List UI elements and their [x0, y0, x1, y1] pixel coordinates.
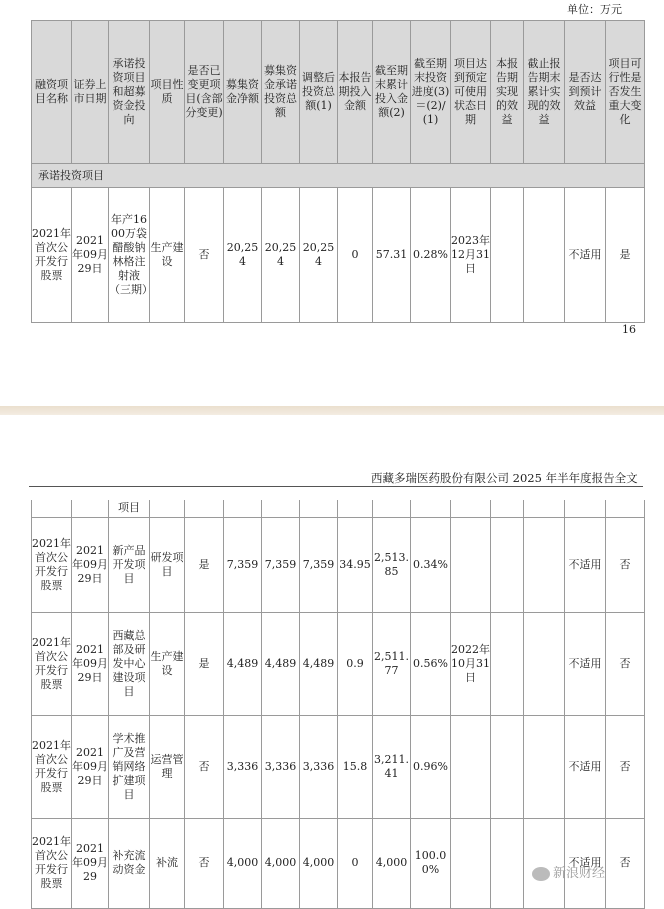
- table-cell: 2021年首次公开发行股票: [32, 818, 72, 908]
- table-cell: 0.28%: [411, 188, 451, 323]
- table-cell: 0: [338, 188, 373, 323]
- table-cell: 4,000: [262, 818, 300, 908]
- table-cell: 0: [338, 818, 373, 908]
- table-cell: 年产1600万袋醋酸钠林格注射液（三期）: [109, 188, 150, 323]
- table-cell: 20,254: [224, 188, 262, 323]
- table-cell: 2022年10月31日: [451, 612, 491, 715]
- table-row: [32, 188, 645, 323]
- table-cell: 3,336: [224, 715, 262, 818]
- table-cell: 20,254: [262, 188, 300, 323]
- table-cell: 2021年09月29日: [72, 612, 109, 715]
- table-cell: 生产建设: [150, 612, 185, 715]
- table-cell: 生产建设: [150, 188, 185, 323]
- table-cell: 否: [185, 715, 224, 818]
- table-cell: [524, 612, 565, 715]
- table-row: [32, 715, 645, 818]
- page-number: 16: [622, 323, 636, 336]
- table-cell: [524, 188, 565, 323]
- column-header: 本报告期实现的效益: [491, 21, 524, 164]
- section-row: [32, 164, 645, 188]
- table-cell: 7,359: [300, 517, 338, 612]
- unit-label: 单位：万元: [567, 3, 622, 16]
- column-header: 是否达到预计效益: [565, 21, 606, 164]
- table-cell: 2,511.77: [373, 612, 411, 715]
- table-cell: 4,000: [224, 818, 262, 908]
- column-header: 承诺投资项目和超募资金投向: [109, 21, 150, 164]
- table-cell: 不适用: [565, 517, 606, 612]
- table-cell: 2021年09月29日: [72, 517, 109, 612]
- column-header: 调整后投资总额(1): [300, 21, 338, 164]
- table-cell: 否: [606, 612, 645, 715]
- table-cell: [451, 517, 491, 612]
- table-cell: 新产品开发项目: [109, 517, 150, 612]
- column-header: 截至期末投资进度(3)＝(2)/(1): [411, 21, 451, 164]
- column-header: 募集资金承诺投资总额: [262, 21, 300, 164]
- table-cell: 4,489: [262, 612, 300, 715]
- table-cell: 2021年首次公开发行股票: [32, 517, 72, 612]
- table-cell: [491, 517, 524, 612]
- table-cell: 20,254: [300, 188, 338, 323]
- table-cell: 否: [606, 715, 645, 818]
- table-cell: [491, 818, 524, 908]
- continued-row: [32, 500, 645, 517]
- table-cell: 2021年首次公开发行股票: [32, 188, 72, 323]
- column-header: 截至期末累计投入金额(2): [373, 21, 411, 164]
- column-header: 项目达到预定可使用状态日期: [451, 21, 491, 164]
- table-cell: [524, 517, 565, 612]
- table-cell: 0.56%: [411, 612, 451, 715]
- table-cell: 0.9: [338, 612, 373, 715]
- table-cell: 2021年09月29日: [72, 715, 109, 818]
- column-header: 项目性质: [150, 21, 185, 164]
- table-cell: 是: [185, 612, 224, 715]
- table-row: [32, 517, 645, 612]
- table-cell: 补流: [150, 818, 185, 908]
- fund-usage-table: [31, 20, 645, 323]
- table-cell: 7,359: [262, 517, 300, 612]
- table-cell: [451, 715, 491, 818]
- header-rule: [29, 486, 643, 487]
- column-header: 是否已变更项目(含部分变更): [185, 21, 224, 164]
- table-cell: 4,489: [224, 612, 262, 715]
- table-cell: 不适用: [565, 188, 606, 323]
- table-cell: 2021年首次公开发行股票: [32, 715, 72, 818]
- weibo-logo-icon: [532, 867, 550, 881]
- table-cell: [451, 818, 491, 908]
- table-cell: 57.31: [373, 188, 411, 323]
- column-header: 本报告期投入金额: [338, 21, 373, 164]
- column-header: 截止报告期末累计实现的效益: [524, 21, 565, 164]
- table-cell: 4,000: [300, 818, 338, 908]
- column-header: 证券上市日期: [72, 21, 109, 164]
- watermark-text: 新浪财经: [553, 866, 606, 881]
- table-cell: 不适用: [565, 715, 606, 818]
- section-label: 承诺投资项目: [32, 164, 645, 188]
- table-cell: 补充流动资金: [109, 818, 150, 908]
- table-cell: [491, 612, 524, 715]
- table-cell: 0.96%: [411, 715, 451, 818]
- table-cell: 0.34%: [411, 517, 451, 612]
- table-cell: 4,489: [300, 612, 338, 715]
- table-cell: [491, 715, 524, 818]
- table-cell: 3,336: [300, 715, 338, 818]
- table-cell: 是: [185, 517, 224, 612]
- table-cell: 100.00%: [411, 818, 451, 908]
- page-divider: [0, 406, 664, 415]
- table-cell: 西藏总部及研发中心建设项目: [109, 612, 150, 715]
- table-cell: 是: [606, 188, 645, 323]
- watermark: [532, 862, 605, 881]
- table-cell: 2021年09月29日: [72, 188, 109, 323]
- table-cell: 4,000: [373, 818, 411, 908]
- table-cell: 研发项目: [150, 517, 185, 612]
- table-header-row: [32, 21, 645, 164]
- fund-usage-table-continued: [31, 500, 645, 909]
- column-header: 募集资金净额: [224, 21, 262, 164]
- column-header: 项目可行性是否发生重大变化: [606, 21, 645, 164]
- table-cell: 15.8: [338, 715, 373, 818]
- table-cell: 否: [606, 818, 645, 908]
- table-cell: 7,359: [224, 517, 262, 612]
- table-cell: 2021年09月29: [72, 818, 109, 908]
- document-header: 西藏多瑞医药股份有限公司 2025 年半年度报告全文: [371, 471, 638, 485]
- table-cell: [524, 715, 565, 818]
- table-cell: 2,513.85: [373, 517, 411, 612]
- table-cell: 不适用: [565, 818, 606, 908]
- table-cell: 不适用: [565, 612, 606, 715]
- table-cell: 学术推广及营销网络扩建项目: [109, 715, 150, 818]
- table-cell: 2021年首次公开发行股票: [32, 612, 72, 715]
- column-header: 融资项目名称: [32, 21, 72, 164]
- table-cell: 2023年12月31日: [451, 188, 491, 323]
- table-cell: 否: [185, 818, 224, 908]
- table-cell: [491, 188, 524, 323]
- table-cell: 否: [606, 517, 645, 612]
- table-cell: 3,336: [262, 715, 300, 818]
- table-cell: 运营管理: [150, 715, 185, 818]
- continued-label: 项目: [109, 500, 150, 517]
- table-cell: 3,211.41: [373, 715, 411, 818]
- table-cell: 34.95: [338, 517, 373, 612]
- table-cell: 否: [185, 188, 224, 323]
- table-row: [32, 612, 645, 715]
